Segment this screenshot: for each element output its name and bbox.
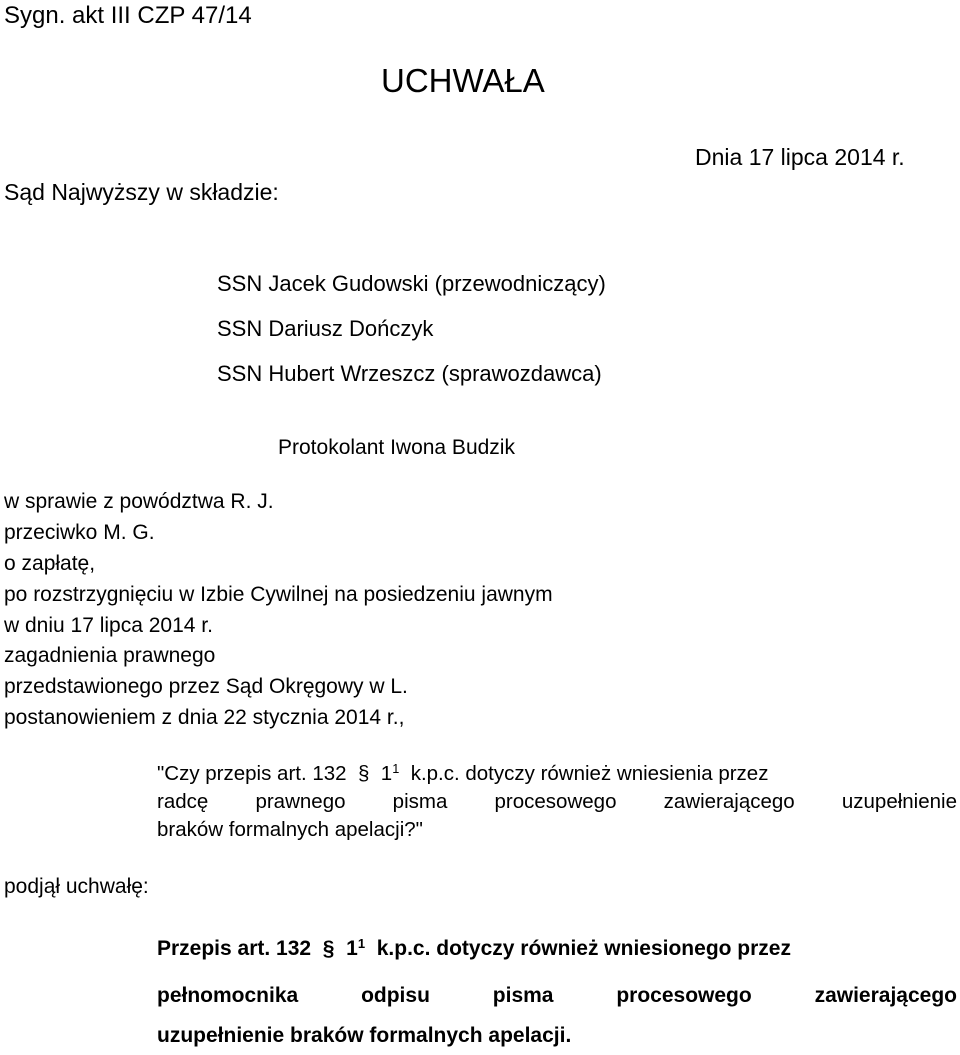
case-line: postanowieniem z dnia 22 stycznia 2014 r., xyxy=(4,706,405,729)
judge-presiding: SSN Jacek Gudowski (przewodniczący) xyxy=(217,271,606,296)
question-text: "Czy przepis art. 132 xyxy=(157,762,347,785)
paragraph-superscript: 1 xyxy=(357,935,366,951)
legal-question-line: braków formalnych apelacji?" xyxy=(157,818,423,841)
resolution-text: Przepis art. 132 xyxy=(157,937,312,960)
legal-question-line: radcę prawnego pisma procesowego zawierającego uzupełnienie xyxy=(157,790,957,813)
resolution-line xyxy=(157,935,957,960)
resolution-line: uzupełnienie braków formalnych apelacji. xyxy=(157,1024,572,1047)
judge-rapporteur: SSN Hubert Wrzeszcz (sprawozdawca) xyxy=(217,361,602,386)
resolution-line: pełnomocnika odpisu pisma procesowego zawierającego xyxy=(157,984,957,1007)
case-line: po rozstrzygnięciu w Izbie Cywilnej na posiedzeniu jawnym xyxy=(4,583,553,606)
paragraph-number: 1 xyxy=(380,762,393,785)
paragraph-number: 1 xyxy=(346,937,358,960)
case-line: w sprawie z powództwa R. J. xyxy=(4,490,274,513)
resolution-text: k.p.c. dotyczy również wniesionego przez xyxy=(376,937,791,960)
judge-member: SSN Dariusz Dończyk xyxy=(217,316,434,341)
case-line: przeciwko M. G. xyxy=(4,521,155,544)
legal-question-line xyxy=(157,761,957,785)
court-recorder: Protokolant Iwona Budzik xyxy=(278,436,515,459)
section-sign-icon: § xyxy=(357,762,370,785)
section-sign-icon: § xyxy=(322,937,335,960)
case-line: zagadnienia prawnego xyxy=(4,644,216,667)
document-date: Dnia 17 lipca 2014 r. xyxy=(695,144,905,170)
paragraph-superscript: 1 xyxy=(392,761,400,777)
case-line: w dniu 17 lipca 2014 r. xyxy=(4,614,213,637)
document-title: UCHWAŁA xyxy=(381,62,545,99)
case-line: przedstawionego przez Sąd Okręgowy w L. xyxy=(4,675,408,698)
case-line: o zapłatę, xyxy=(4,552,96,575)
question-text: k.p.c. dotyczy również wniesienia przez xyxy=(410,762,769,785)
resolution-label: podjął uchwałę: xyxy=(4,875,149,898)
case-signature: Sygn. akt III CZP 47/14 xyxy=(4,2,252,29)
court-composition-label: Sąd Najwyższy w składzie: xyxy=(4,179,279,205)
